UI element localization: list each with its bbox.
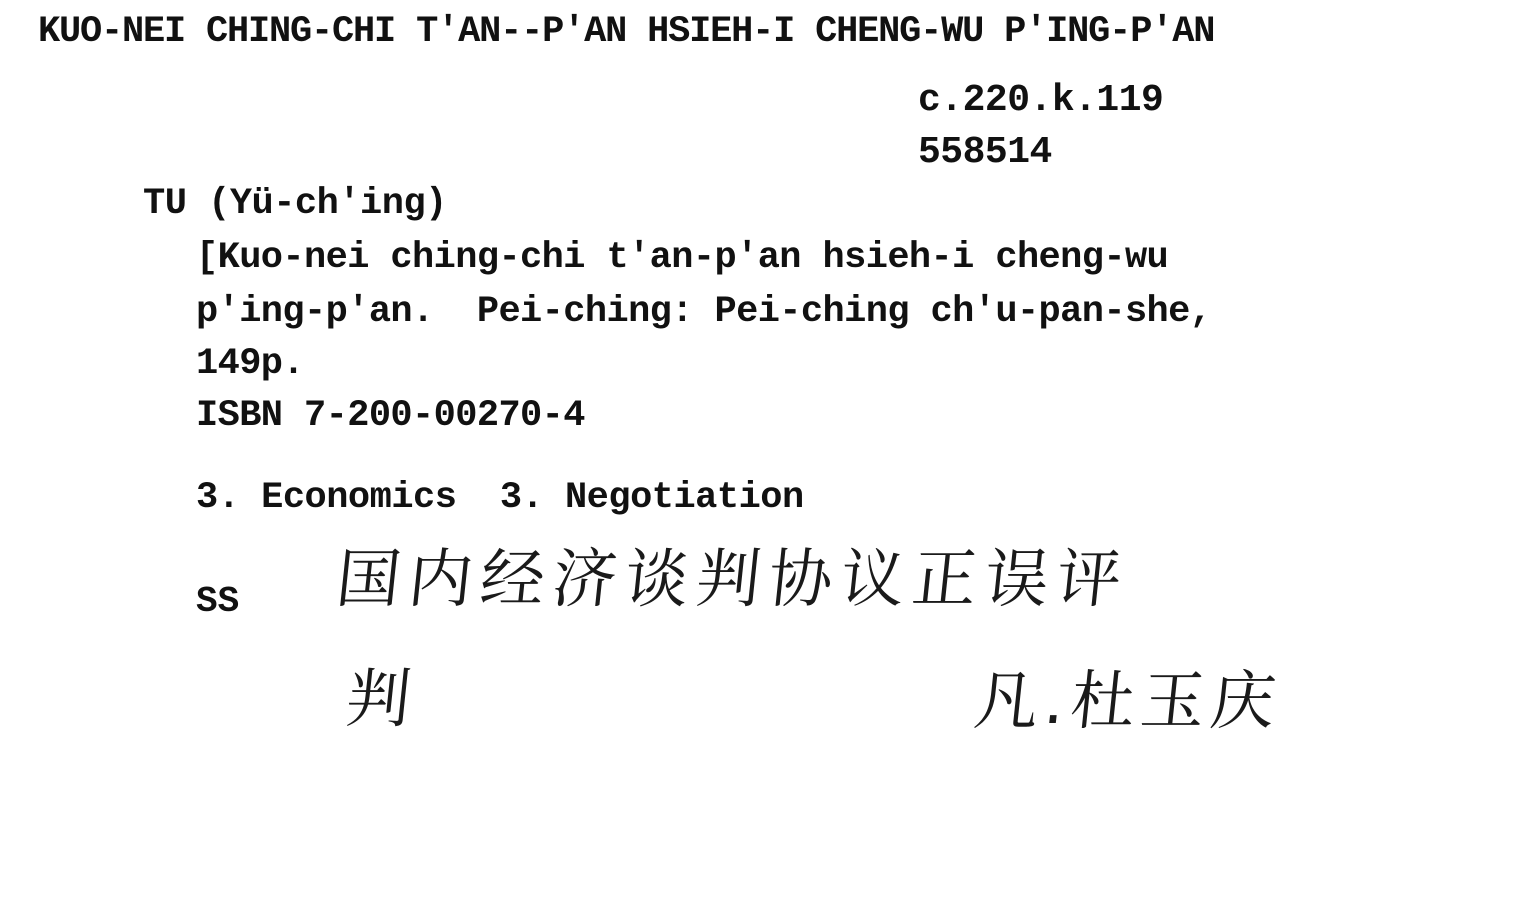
accession-number: 558514: [918, 131, 1052, 174]
card-heading: KUO-NEI CHING-CHI T'AN--P'AN HSIEH-I CHENG-WU P'ING-P'AN: [38, 11, 1215, 53]
shelfmark: c.220.k.119: [918, 79, 1164, 122]
description-line: p'ing-p'an. Pei-ching: Pei-ching ch'u-pan-she,: [196, 291, 1212, 333]
description-line: [Kuo-nei ching-chi t'an-p'an hsieh-i cheng-wu: [196, 237, 1169, 279]
ss-label: SS: [196, 581, 240, 622]
handwritten-author: 凡.杜玉庆: [970, 665, 1285, 739]
subject-headings: 3. Economics 3. Negotiation: [196, 477, 804, 519]
isbn-line: ISBN 7-200-00270-4: [196, 395, 585, 437]
handwritten-title-line1: 国内经济谈判协议正误评: [332, 543, 1133, 617]
description-line: 149p.: [196, 343, 305, 385]
handwritten-title-line2: 判: [342, 663, 415, 737]
author-entry: TU (Yü-ch'ing): [143, 183, 447, 225]
